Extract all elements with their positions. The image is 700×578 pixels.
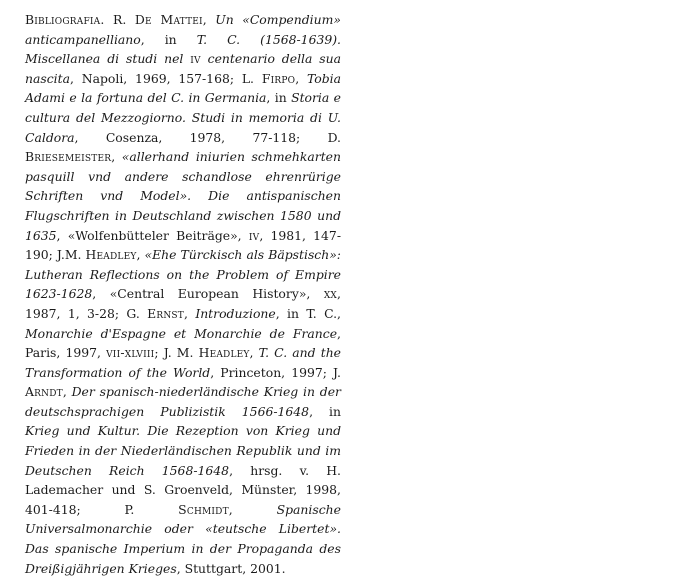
bibliography-segment: , «Central European History»,: [92, 286, 324, 302]
bibliography-segment: ,: [202, 12, 216, 27]
bibliography-segment: , hrsg. v. H. Lademacher und S. Groenveld, Münster, 1998, 401-418; P.: [25, 462, 341, 517]
bibliography-segment: Krieg und Kultur. Die Rezeption von Krieg und Frieden in der Niederländischen Republik und im Deutschen Reich 1568-1648: [25, 423, 341, 478]
bibliography-segment: Monarchie d'Espagne et Monarchie de France: [25, 325, 338, 341]
bibliography-segment: ,: [62, 384, 72, 400]
bibliography-segment: , 1987, 1, 3-28; G.: [25, 286, 341, 321]
bibliography-segment: Tobia Adami e la fortuna del C. in Germania: [25, 70, 341, 106]
bibliography-segment: ,: [295, 70, 307, 86]
bibliography-segment: Un «Compendium» anticampanelliano: [25, 12, 341, 47]
bibliography-segment: T. C. and the Transformation of the World: [25, 345, 342, 380]
bibliography-segment: Bibliografia.: [25, 12, 105, 27]
bibliography-segment: Introduzione: [195, 305, 276, 321]
bibliography-segment: De Mattei: [134, 12, 203, 27]
bibliography-segment: T. C. (1568-1639). Miscellanea di studi nel: [25, 31, 341, 67]
bibliography-segment: centenario della sua nascita: [25, 51, 341, 86]
bibliography-segment: iv: [190, 51, 201, 67]
bibliography-segment: , Paris, 1997,: [25, 325, 341, 361]
bibliography-segment: Spanische Universalmonarchie oder «teutsche Libertet». Das spanische Imperium in der Propaganda des Dreißigjährigen Krieges: [25, 501, 341, 576]
bibliography-segment: , 1981, 147-190; J.M.: [25, 227, 341, 263]
bibliography-segment: iv: [248, 227, 260, 243]
bibliography-paragraph: [25, 10, 341, 578]
bibliography-segment: , Stuttgart, 2001.: [176, 560, 286, 576]
bibliography-segment: «allerhand iniurien schmehkarten pasquill vnd andere schandlose ehrenrürige Schriften vnd Model». Die antispanischen Flugschriften in Deutschland zwischen 1580 und 1635: [25, 149, 341, 243]
bibliography-segment: ,: [136, 247, 145, 263]
bibliography-segment: Headley: [198, 345, 250, 361]
bibliography-segment: , in: [309, 403, 341, 419]
bibliography-segment: , Princeton, 1997; J.: [210, 364, 341, 380]
bibliography-segment: «Ehe Türckisch als Bäpstisch»: Lutheran Reflections on the Problem of Empire 1623-1628: [25, 247, 341, 302]
bibliography-segment: ,: [228, 501, 277, 517]
bibliography-segment: , Cosenza, 1978, 77-118; D.: [74, 129, 341, 145]
bibliography-segment: vii-xlviii: [106, 345, 155, 361]
bibliography-segment: ,: [184, 305, 196, 321]
bibliography-segment: Ernst: [147, 305, 185, 321]
bibliography-segment: Der spanisch-niederländische Krieg in der deutschsprachigen Publizistik 1566-1648: [25, 384, 341, 419]
bibliography-segment: Headley: [85, 247, 137, 263]
bibliography-segment: , in: [266, 90, 292, 106]
bibliography-segment: ,: [249, 345, 259, 361]
bibliography-segment: , Napoli, 1969, 157-168; L.: [70, 70, 262, 86]
bibliography-segment: Briesemeister: [25, 149, 112, 165]
bibliography-segment: ; J. M.: [154, 345, 199, 361]
bibliography-segment: Arndt: [25, 384, 63, 400]
bibliography-segment: Storia e cultura del Mezzogiorno. Studi in memoria di U. Caldora: [25, 90, 341, 145]
bibliography-segment: R.: [104, 12, 135, 27]
bibliography-segment: , in T. C.,: [275, 305, 341, 321]
bibliography-segment: , in: [140, 31, 197, 47]
bibliography-segment: , «Wolfenbütteler Beiträge»,: [56, 227, 249, 243]
bibliography-segment: Firpo: [261, 70, 296, 86]
bibliography-segment: ,: [111, 149, 122, 165]
bibliography-segment: Schmidt: [178, 501, 229, 517]
bibliography-segment: xx: [323, 286, 338, 302]
